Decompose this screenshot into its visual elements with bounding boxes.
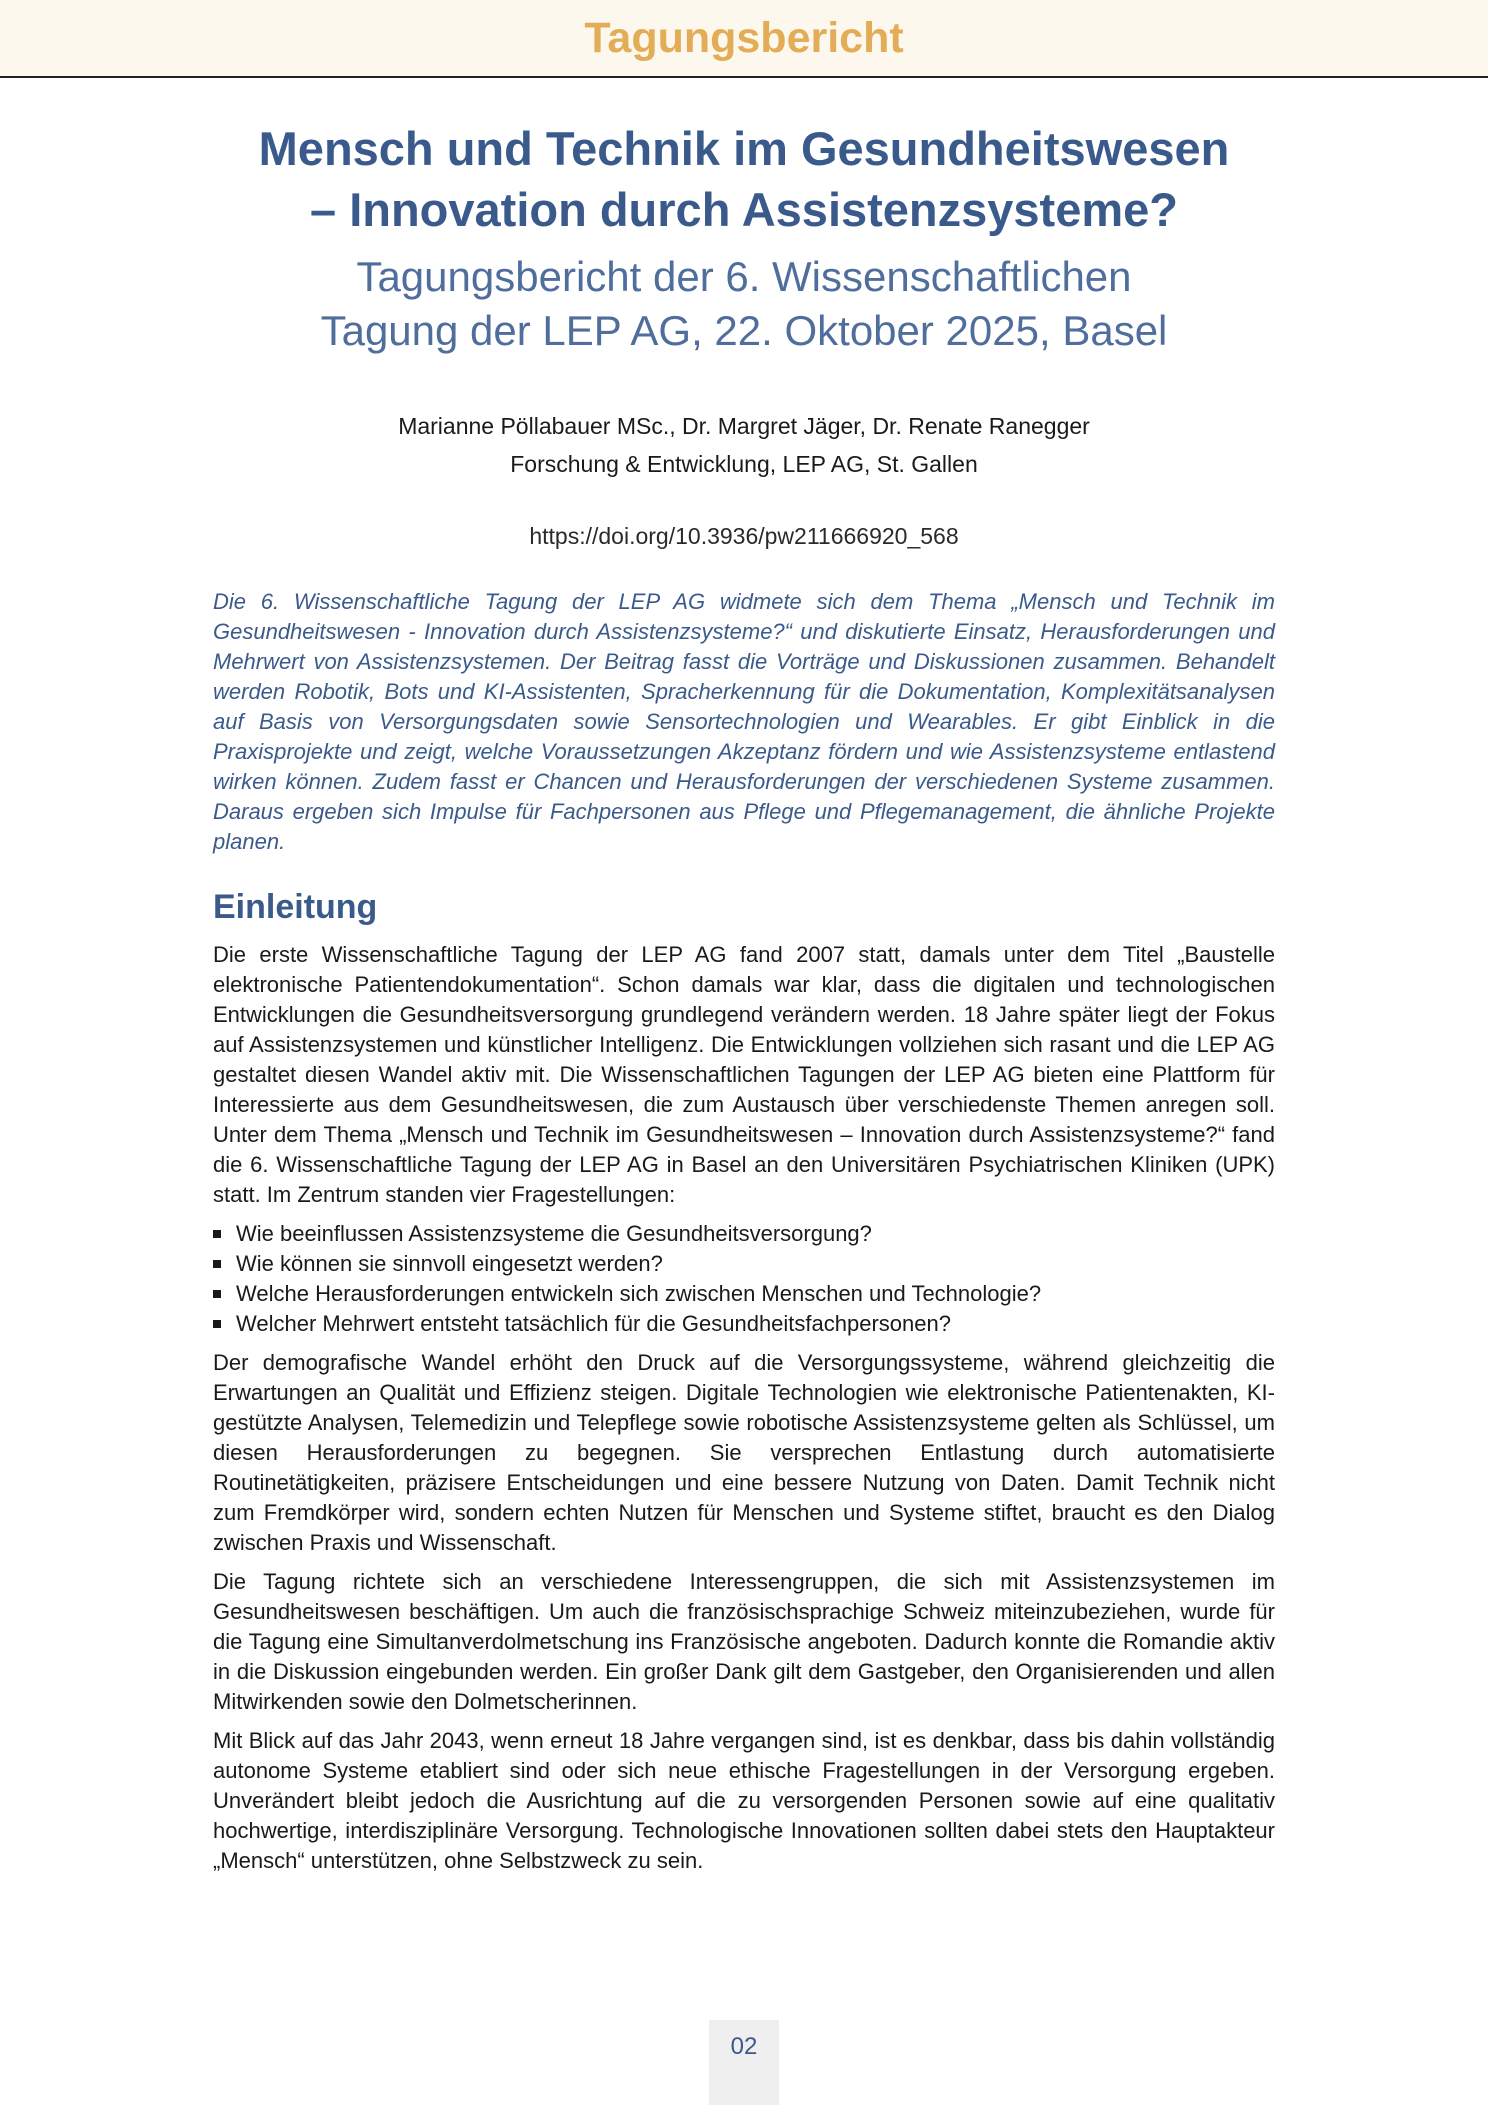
section-heading: Einleitung <box>213 888 378 926</box>
article-title-line-2: – Innovation durch Assistenzsysteme? <box>310 183 1178 236</box>
square-bullet-icon <box>213 1290 221 1298</box>
square-bullet-icon <box>213 1230 221 1238</box>
paragraph: Die Tagung richtete sich an verschiedene Interessengruppen, die sich mit Assistenzsystemen im Gesundheitswesen beschäftigen. Um auch die französischsprachige Schweiz miteinzubeziehen, wurde für die Tagung eine Simultanverdolmetschung ins Französische angeboten. Dadurch konnte die Romandie aktiv in die Diskussion eingebunden werden. Ein großer Dank gilt dem Gastgeber, den Organisierenden und allen Mitwirkenden sowie den Dolmetscherinnen. <box>213 1569 1275 1714</box>
paragraph: Der demografische Wandel erhöht den Druck auf die Versorgungssysteme, während gleichzeitig die Erwartungen an Qualität und Effizienz steigen. Digitale Technologien wie elektronische Patientenakten, KI-gestützte Analysen, Telemedizin und Telepflege sowie robotische Assistenzsysteme gelten als Schlüssel, um diesen Herausforderungen zu begegnen. Sie versprechen Entlastung durch automatisierte Routinetätigkeiten, präzisere Entscheidungen und eine bessere Nutzung von Daten. Damit Technik nicht zum Fremdkörper wird, sondern echten Nutzen für Menschen und Systeme stiftet, braucht es den Dialog zwischen Praxis und Wissenschaft. <box>213 1350 1275 1555</box>
page-number-box <box>709 2020 779 2105</box>
article-subtitle <box>160 250 1328 358</box>
doi-link[interactable]: https://doi.org/10.3936/pw211666920_568 <box>529 523 959 549</box>
paragraph: Die erste Wissenschaftliche Tagung der LEP AG fand 2007 statt, damals unter dem Titel „Baustelle elektronische Patientendokumentation“. Schon damals war klar, dass die digitalen und technologischen Entwicklungen die Gesundheitsversorgung grundlegend verändern werden. 18 Jahre später liegt der Fokus auf Assistenzsystemen und künstlicher Intelligenz. Die Entwicklungen vollziehen sich rasant und die LEP AG gestaltet diesen Wandel aktiv mit. Die Wissenschaftlichen Tagungen der LEP AG bieten eine Plattform für Interessierte aus dem Gesundheitswesen, die zum Austausch über verschiedenste Themen anregen soll. Unter dem Thema „Mensch und Technik im Gesundheitswesen – Innovation durch Assistenzsysteme?“ fand die 6. Wissenschaftliche Tagung der LEP AG in Basel an den Universitären Psychiatrischen Kliniken (UPK) statt. Im Zentrum standen vier Fragestellungen: <box>213 942 1275 1207</box>
header-title: Tagungsbericht <box>584 14 904 62</box>
square-bullet-icon <box>213 1320 221 1328</box>
list-item <box>213 1219 1275 1249</box>
header-band <box>0 0 1488 78</box>
questions-list <box>213 1219 1275 1339</box>
article-title <box>160 118 1328 240</box>
list-item-text: Wie beeinflussen Assistenzsysteme die Gesundheitsversorgung? <box>236 1221 872 1246</box>
list-item-text: Wie können sie sinnvoll eingesetzt werden? <box>236 1251 663 1276</box>
abstract: Die 6. Wissenschaftliche Tagung der LEP AG widmete sich dem Thema „Mensch und Technik im Gesundheitswesen - Innovation durch Assistenzsysteme?“ und diskutierte Einsatz, Herausforderungen und Mehrwert von Assistenzsystemen. Der Beitrag fasst die Vorträge und Diskussionen zusammen. Behandelt werden Robotik, Bots und KI-Assistenten, Spracherkennung für die Dokumentation, Komplexitätsanalysen auf Basis von Versorgungsdaten sowie Sensortechnologien und Wearables. Er gibt Einblick in die Praxisprojekte und zeigt, welche Voraussetzungen Akzeptanz fördern und wie Assistenzsysteme entlastend wirken können. Zudem fasst er Chancen und Herausforderungen der verschiedenen Systeme zusammen. Daraus ergeben sich Impulse für Fachpersonen aus Pflege und Pflegemanagement, die ähnliche Projekte planen. <box>213 589 1275 854</box>
authors: Marianne Pöllabauer MSc., Dr. Margret Jäger, Dr. Renate Ranegger <box>398 413 1090 439</box>
list-item <box>213 1249 1275 1279</box>
affiliation: Forschung & Entwicklung, LEP AG, St. Gallen <box>510 451 978 477</box>
article-title-line-1: Mensch und Technik im Gesundheitswesen <box>258 122 1230 175</box>
list-item <box>213 1279 1275 1309</box>
list-item-text: Welche Herausforderungen entwickeln sich zwischen Menschen und Technologie? <box>236 1281 1042 1306</box>
paragraph: Mit Blick auf das Jahr 2043, wenn erneut 18 Jahre vergangen sind, ist es denkbar, dass bis dahin vollständig autonome Systeme etabliert sind oder sich neue ethische Fragestellungen in der Versorgung ergeben. Unverändert bleibt jedoch die Ausrichtung auf die zu versorgenden Personen sowie auf eine qualitativ hochwertige, interdisziplinäre Versorgung. Technologische Innovationen sollten dabei stets den Hauptakteur „Mensch“ unterstützen, ohne Selbstzweck zu sein. <box>213 1728 1275 1873</box>
body-text <box>213 940 1275 1885</box>
page-number: 02 <box>730 2033 758 2060</box>
article-subtitle-line-1: Tagungsbericht der 6. Wissenschaftlichen <box>356 253 1132 300</box>
list-item-text: Welcher Mehrwert entsteht tatsächlich für die Gesundheitsfachpersonen? <box>236 1311 951 1336</box>
list-item <box>213 1309 1275 1339</box>
article-subtitle-line-2: Tagung der LEP AG, 22. Oktober 2025, Basel <box>320 307 1168 354</box>
square-bullet-icon <box>213 1260 221 1268</box>
